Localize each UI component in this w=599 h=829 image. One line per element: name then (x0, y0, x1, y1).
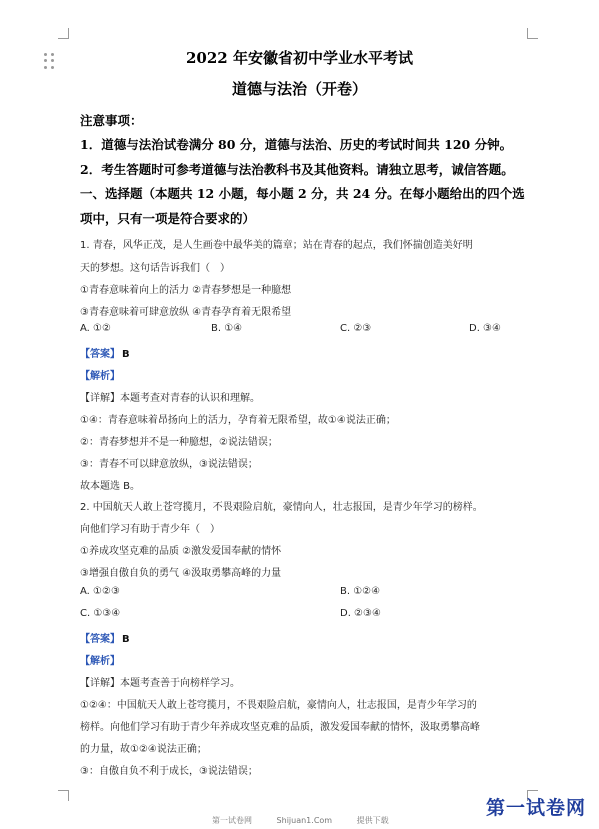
q1-stem-line-2: 天的梦想。这句话告诉我们（ ） (80, 263, 230, 274)
notice-heading: 注意事项： (80, 113, 143, 128)
q1-detail-3: ②：青春梦想并不是一种臆想，②说法错误； (80, 437, 278, 448)
q2-detail-1: 【详解】本题考查善于向榜样学习。 (80, 678, 240, 689)
q2-option-c: C. ①③④ (80, 608, 121, 619)
q1-option-d: D. ③④ (469, 323, 501, 334)
q1-option-c: C. ②③ (340, 323, 372, 334)
q1-statements-2: ③青春意味着可肆意放纵 ④青春孕育着无限希望 (80, 307, 292, 318)
watermark-logo: 第一试卷网 (486, 797, 587, 819)
q2-detail-4: 的力量，故①②④说法正确； (80, 744, 207, 755)
q2-detail-2: ①②④：中国航天人敢上苍穹揽月，不畏艰险启航，豪情向人，壮志报国，是青少年学习的 (80, 700, 477, 711)
page-footer (212, 815, 411, 826)
q2-statements-2: ③增强自傲自负的勇气 ④汲取勇攀高峰的力量 (80, 568, 282, 579)
crop-mark-top-left (58, 28, 69, 39)
q2-option-b: B. ①②④ (340, 586, 381, 597)
q1-stem-line-1: 1. 青春，风华正茂，是人生画卷中最华美的篇章；站在青春的起点，我们怀揣创造美好明 (80, 240, 473, 251)
exam-subtitle: 道德与法治（开卷） (231, 80, 367, 98)
q2-analysis-label: 【解析】 (80, 656, 120, 667)
q2-option-d: D. ②③④ (340, 608, 381, 619)
q2-answer (80, 630, 130, 645)
q1-statements-1: ①青春意味着向上的活力 ②青春梦想是一种臆想 (80, 285, 292, 296)
q1-detail-1: 【详解】本题考查对青春的认识和理解。 (80, 393, 260, 404)
crop-mark-bottom-left (58, 790, 69, 801)
q2-statements-1: ①养成攻坚克难的品质 ②激发爱国奉献的情怀 (80, 546, 282, 557)
exam-title: 2022 年安徽省初中学业水平考试 (186, 49, 413, 67)
q1-analysis-label: 【解析】 (80, 371, 120, 382)
q2-option-a: A. ①②③ (80, 586, 120, 597)
q1-detail-2: ①④：青春意味着昂扬向上的活力，孕育着无限希望，故①④说法正确； (80, 415, 396, 426)
q2-stem-line-2: 向他们学习有助于青少年（ ） (80, 524, 220, 535)
section-heading-line-1: 一、选择题（本题共 12 小题，每小题 2 分，共 24 分。在每小题给出的四个选 (80, 186, 525, 201)
q2-detail-3: 榜样。向他们学习有助于青少年养成攻坚克难的品质，激发爱国奉献的情怀，汲取勇攀高峰 (80, 722, 480, 733)
q2-stem-line-1: 2. 中国航天人敢上苍穹揽月，不畏艰险启航，豪情向人，壮志报国，是青少年学习的榜样。 (80, 502, 483, 513)
answer-label: 【答案】 (80, 349, 120, 360)
footer-site-name: 第一试卷网 (212, 816, 252, 825)
crop-mark-top-right (527, 28, 538, 39)
q1-answer (80, 345, 130, 360)
q2-detail-5: ③：自傲自负不利于成长，③说法错误； (80, 766, 258, 777)
q1-detail-4: ③：青春不可以肆意放纵，③说法错误； (80, 459, 258, 470)
answer-value: B (122, 349, 130, 360)
q1-option-b: B. ①④ (211, 323, 243, 334)
footer-site-url[interactable]: Shijuan1.Com (276, 816, 333, 825)
answer-label: 【答案】 (80, 634, 120, 645)
q1-detail-5: 故本题选 B。 (80, 481, 141, 492)
answer-value: B (122, 634, 130, 645)
section-heading-line-2: 项中，只有一项是符合要求的） (80, 211, 256, 226)
q1-option-a: A. ①② (80, 323, 111, 334)
notice-item-2: 2．考生答题时可参考道德与法治教科书及其他资料。请独立思考，诚信答题。 (80, 162, 514, 177)
notice-item-1: 1．道德与法治试卷满分 80 分，道德与法治、历史的考试时间共 120 分钟。 (80, 137, 513, 152)
footer-provider: 提供下载 (356, 816, 389, 825)
